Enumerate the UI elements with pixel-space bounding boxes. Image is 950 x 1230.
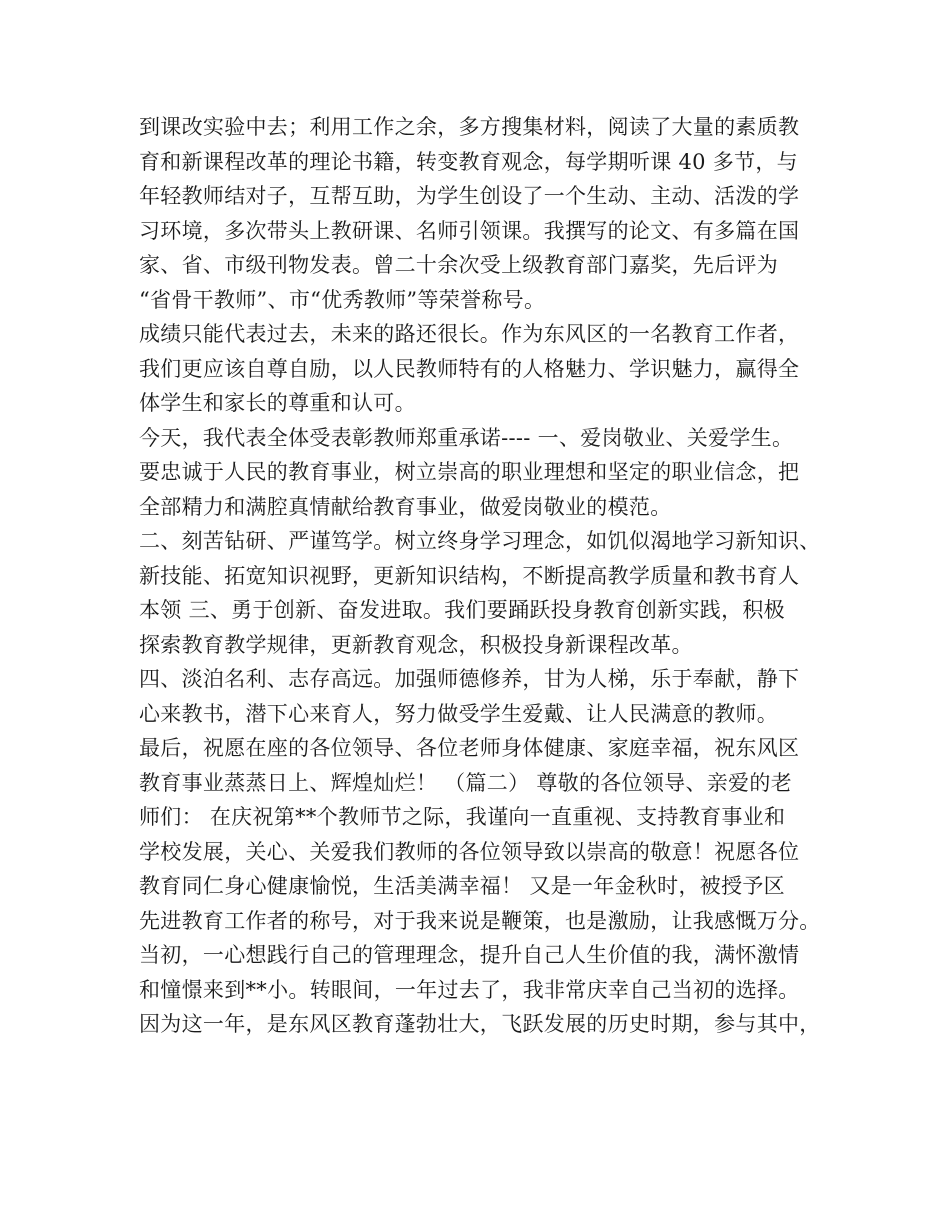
- text-line: 家、省、市级刊物发表。曾二十余次受上级教育部门嘉奖，先后评为: [139, 253, 778, 277]
- text-line: 新技能、拓宽知识视野，更新知识结构，不断提高教学质量和教书育人: [139, 563, 800, 588]
- text-line: 教育事业蒸蒸日上、辉煌灿烂！ （篇二） 尊敬的各位领导、亲爱的老: [139, 770, 792, 795]
- text-line: 教育同仁身心健康愉悦，生活美满幸福！ 又是一年金秋时，被授予区: [139, 874, 785, 898]
- text-line: 最后，祝愿在座的各位领导、各位老师身体健康、家庭幸福，祝东风区: [139, 736, 800, 760]
- text-line: 体学生和家长的尊重和认可。: [139, 391, 416, 415]
- text-line: 我们更应该自尊自励，以人民教师特有的人格魅力、学识魅力，赢得全: [139, 356, 800, 381]
- text-line: 二、刻苦钻研、严谨笃学。树立终身学习理念，如饥似渴地学习新知识、: [139, 529, 821, 553]
- text-line: 先进教育工作者的称号，对于我来说是鞭策，也是激励，让我感慨万分。: [139, 908, 821, 933]
- text-line: 年轻教师结对子，互帮互助，为学生创设了一个生动、主动、活泼的学: [139, 184, 800, 208]
- text-line: 育和新课程改革的理论书籍，转变教育观念，每学期听课 40 多节，与: [139, 149, 798, 174]
- text-line: 当初，一心想践行自己的管理理念，提升自己人生价值的我，满怀激情: [139, 943, 800, 967]
- text-line: 到课改实验中去；利用工作之余，多方搜集材料，阅读了大量的素质教: [139, 115, 800, 139]
- text-line: 成绩只能代表过去，未来的路还很长。作为东风区的一名教育工作者，: [139, 322, 800, 346]
- text-line: 学校发展，关心、关爱我们教师的各位领导致以崇高的敬意！祝愿各位: [139, 839, 800, 864]
- text-line: 四、淡泊名利、志存高远。加强师德修养，甘为人梯，乐于奉献，静下: [139, 667, 800, 691]
- text-line: 师们： 在庆祝第**个教师节之际，我谨向一直重视、支持教育事业和: [139, 805, 786, 829]
- text-line: 全部精力和满腔真情献给教育事业，做爱岗敬业的模范。: [139, 494, 672, 519]
- text-line: 习环境，多次带头上教研课、名师引领课。我撰写的论文、有多篇在国: [139, 218, 800, 243]
- text-line: 探索教育教学规律，更新教育观念，积极投身新课程改革。: [139, 632, 693, 657]
- text-line: 本领 三、勇于创新、奋发进取。我们要踊跃投身教育创新实践，积极: [139, 598, 785, 622]
- text-line: 心来教书，潜下心来育人，努力做受学生爱戴、让人民满意的教师。: [139, 701, 778, 726]
- text-line: 要忠诚于人民的教育事业，树立崇高的职业理想和坚定的职业信念，把: [139, 460, 800, 484]
- text-line: 因为这一年，是东风区教育蓬勃壮大，飞跃发展的历史时期，参与其中，: [139, 1012, 821, 1036]
- text-line: 今天，我代表全体受表彰教师郑重承诺---- 一、爱岗敬业、关爱学生。: [139, 425, 794, 450]
- text-line: 和憧憬来到**小。转眼间，一年过去了，我非常庆幸自己当初的选择。: [139, 977, 800, 1002]
- text-line: “省骨干教师”、市“优秀教师”等荣誉称号。: [139, 287, 546, 312]
- body-text: [139, 110, 839, 1042]
